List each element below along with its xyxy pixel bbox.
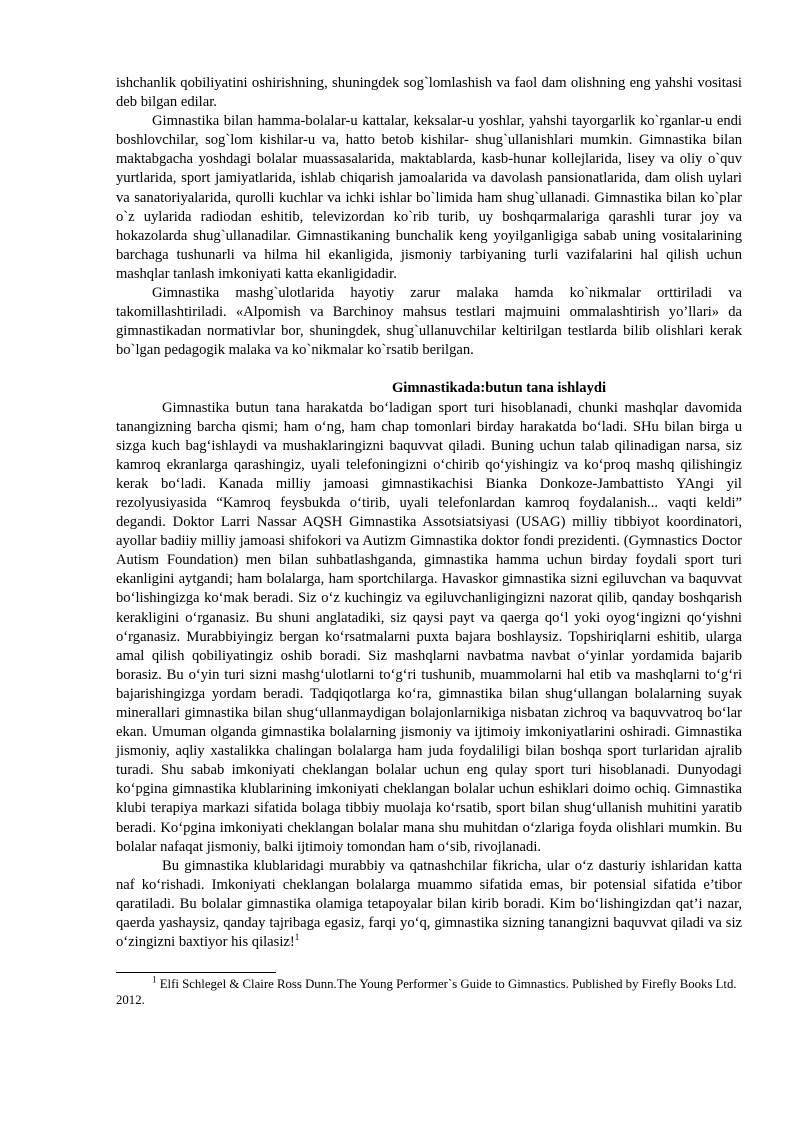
footnote-marker: 1 — [152, 974, 157, 985]
footnote — [116, 976, 742, 1008]
paragraph-gymnastics-for-everyone: Gimnastika bilan hamma-bolalar-u kattalar, keksalar-u yoshlar, yahshi tayorgarlik ko`rganlar-u endi boshlovchilar, sog`lom kishilar-u va, hatto betob kishilar- shug`ullanishlari mumkin. Gimnastika bilan maktabgacha yoshdagi bolalar muassasalarida, maktablarda, kasb-hunar kollejlarida, lisey va oliy o`quv yurtlarida, sport jamiyatlarida, ishlab chiqarish jamoalarida va davolash pansionatlarida, dam olish uylari va sanatoriyalarida, qurolli kuchlar va ichki ishlar bo`limida ham shug`ullanadi. Gimnastika bilan ko`plar o`z uylarida radiodan eshitib, televizordan ko`rib turib, uy boshqarmalariga qarashli turar joy va hokazolarda shug`ullanadilar. Gimnastikaning bunchalik keng yoyilganligiga sabab uning vositalarining barchaga tushunarli va hilma hil ekanligida, jismoniy tarbiyaning turli vazifalarini hal qilish uchun mashqlar tanlash imkoniyati katta ekanligidadir. — [116, 113, 742, 282]
footnote-text: Elfi Schlegel & Claire Ross Dunn.The Young Performer`s Guide to Gimnastics. Published by Firefly Books Ltd. 2012. — [116, 977, 737, 1008]
section-heading: Gimnastikada:butun tana ishlaydi — [391, 380, 607, 397]
paragraph-clubs — [116, 857, 742, 952]
footnote-reference[interactable]: 1 — [294, 932, 300, 943]
paragraph-whole-body: Gimnastika butun tana harakatda bo‘ladigan sport turi hisoblanadi, chunki mashqlar davomida tanangizning barcha qismi; ham o‘ng, ham chap tomonlari birday harakatda bo‘ladi. SHu bilan birga u sizga kuch bag‘ishlaydi va mushaklaringizni baquvvat qiladi. Buning uchun talab qilinadigan narsa, siz kamroq ekranlarga qarashingiz, uyali telefoningizni o‘chirib qo‘yishingiz va ko‘proq mashq qilishingiz kerak bo‘ladi. Kanada milliy jamoasi gimnastikachisi Bianka Donkoze-Jambattisto YAngi yil rezolyusiyasida “Kamroq feysbukda o‘tirib, uyali telefonlardan kamroq foydalanish... vaqti keldi” degandi. Doktor Larri Nassar AQSH Gimnastika Assotsiatsiyasi (USAG) milliy tibbiyot koordinatori, ayollar badiiy milliy jamoasi shifokori va Autizm Gimnastika doktor fondi prezidenti. (Gymnastics Doctor Autism Foundation) men bilan suhbatlashganda, gimnastika hamma uchun birday foydali sport turi ekanligini aytgandi; ham bolalarga, ham sportchilarga. Havaskor gimnastika sizni egiluvchan va baquvvat bo‘lishingizga ko‘mak beradi. Siz o‘z kuchingiz va egiluvchanligingizni nazorat qilib, qanday boshqarish kerakligini o‘rganasiz. Bu shuni anglatadiki, siz qaysi payt va qaerga qo‘l yoki oyog‘ingizni qo‘yishni o‘rganasiz. Murabbiyingiz bergan ko‘rsatmalarni puxta bajara boshlaysiz. Topshiriqlarni eshitib, ularga amal qilish qobiliyatingiz oshib boradi. Siz mashqlarni navbatma navbat o‘yinlar yordamida bajarib borasiz. Bu o‘yin turi sizni mashg‘ulotlarni to‘g‘ri tushunib, muammolarni hal etib va mashqlarni to‘g‘ri bajarishingizga yordam beradi. Tadqiqotlarga ko‘ra, gimnastika bilan shug‘ullangan bolalarning suyak minerallari gimnastika bilan shug‘ullanmaydigan bolajonlarnikiga nisbatan zichroq va baquvvatroq bo‘lar ekan. Umuman olganda gimnastika bolalarning jismoniy va ijtimoiy imkoniyatlarini oshiradi. Gimnastika jismoniy, aqliy xastalikka chalingan bolalarga ham juda foydaliligi bilan boshqa sport turlaridan ajralib turadi. Shu sabab imkoniyati cheklangan bolalar uchun eng qulay sport turi hisoblanadi. Dunyodagi ko‘pgina gimnastika klublarining imkoniyati cheklangan bolalar uchun eshiklari doimo ochiq. Gimnastika klubi terapiya markazi sifatida bolaga tibbiy muolaja ko‘rsatib, sport bilan shug‘ullanish muhitini yaratib beradi. Ko‘pgina imkoniyati cheklangan bolalar mana shu muhitdan o‘zlariga foyda olishlari mumkin. Bu bolalar nafaqat jismoniy, balki ijtimoiy tomondan ham o‘sib, rivojlanadi. — [116, 399, 742, 855]
paragraph-continuation: ishchanlik qobiliyatini oshirishning, shuningdek sog`lomlashish va faol dam olishning eng yahshi vositasi deb bilgan edilar. — [116, 75, 742, 111]
document-page — [116, 74, 742, 1008]
paragraph-skills: Gimnastika mashg`ulotlarida hayotiy zarur malaka hamda ko`nikmalar orttiriladi va takomillashtiriladi. «Alpomish va Barchinoy mahsus testlari majmuini ommalashtirish yo’llari» da gimnastikadan normativlar bor, shuningdek, shug`ullanuvchilar keltirilgan testlarda bilib olishlari kerak bo`lgan pedagogik malaka va ko`nikmalar ko`rsatib berilgan. — [116, 285, 742, 359]
footnote-divider — [116, 972, 276, 973]
paragraph-clubs-text: Bu gimnastika klublaridagi murabbiy va qatnashchilar fikricha, ular o‘z dasturiy ishlaridan katta naf ko‘rishadi. Imkoniyati cheklangan bolalarga muammo sifatida emas, bir potensial sifatida e’tibor qaratiladi. Bu bolalar gimnastika olamiga tetapoyalar bilan kirib boradi. Kim bo‘lishingizdan qat’i nazar, qaerda yashaysiz, qanday tajribaga egasiz, farqi yo‘q, gimnastika sizning tanangizni baquvvat qiladi va siz o‘zingizni baxtiyor his qilasiz! — [116, 857, 742, 951]
